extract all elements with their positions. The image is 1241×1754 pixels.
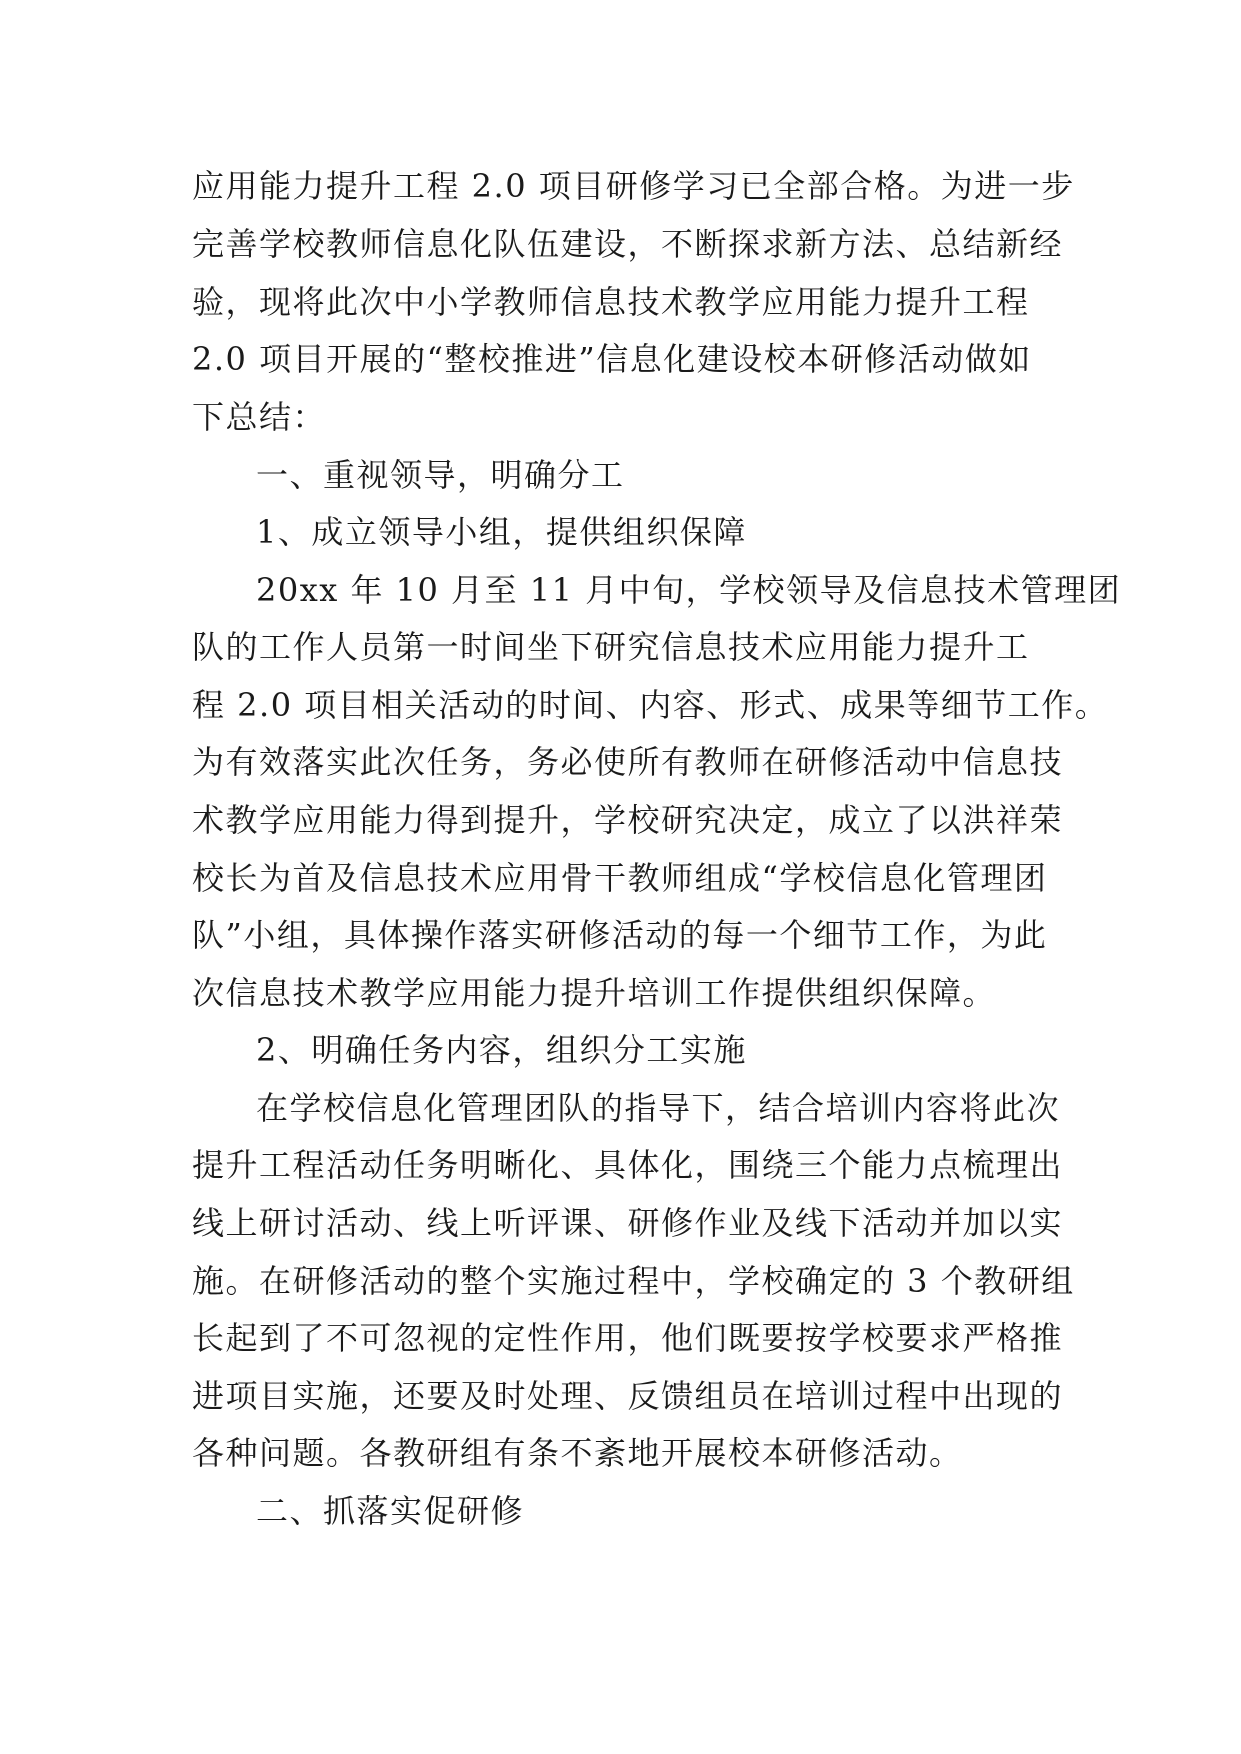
text-line: 完善学校教师信息化队伍建设，不断探求新方法、总结新经: [192, 225, 1064, 263]
text-line: 进项目实施，还要及时处理、反馈组员在培训过程中出现的: [192, 1377, 1064, 1415]
text-line: 施。在研修活动的整个实施过程中，学校确定的 3 个教研组: [192, 1262, 1075, 1300]
subsection-heading: 2、明确任务内容，组织分工实施: [256, 1031, 747, 1069]
text-line: 为有效落实此次任务，务必使所有教师在研修活动中信息技: [192, 743, 1064, 781]
section-heading: 二、抓落实促研修: [256, 1492, 525, 1530]
text-line: 长起到了不可忽视的定性作用，他们既要按学校要求严格推: [192, 1319, 1064, 1357]
text-line: 术教学应用能力得到提升，学校研究决定，成立了以洪祥荣: [192, 801, 1064, 839]
text-line: 2.0 项目开展的“整校推进”信息化建设校本研修活动做如: [192, 340, 1032, 378]
text-line: 次信息技术教学应用能力提升培训工作提供组织保障。: [192, 974, 997, 1012]
text-line: 下总结：: [192, 398, 327, 436]
section-heading: 一、重视领导，明确分工: [256, 456, 625, 494]
text-line: 应用能力提升工程 2.0 项目研修学习已全部合格。为进一步: [192, 167, 1075, 205]
text-line: 队”小组，具体操作落实研修活动的每一个细节工作，为此: [192, 916, 1048, 954]
text-line: 队的工作人员第一时间坐下研究信息技术应用能力提升工: [192, 628, 1030, 666]
text-line: 程 2.0 项目相关活动的时间、内容、形式、成果等细节工作。: [192, 686, 1109, 724]
subsection-heading: 1、成立领导小组，提供组织保障: [256, 513, 747, 551]
text-line: 校长为首及信息技术应用骨干教师组成“学校信息化管理团: [192, 859, 1048, 897]
text-line: 20xx 年 10 月至 11 月中旬，学校领导及信息技术管理团: [256, 571, 1122, 609]
text-line: 线上研讨活动、线上听评课、研修作业及线下活动并加以实: [192, 1204, 1064, 1242]
text-line: 提升工程活动任务明晰化、具体化，围绕三个能力点梳理出: [192, 1146, 1064, 1184]
text-line: 在学校信息化管理团队的指导下，结合培训内容将此次: [256, 1089, 1061, 1127]
text-line: 各种问题。各教研组有条不紊地开展校本研修活动。: [192, 1434, 963, 1472]
text-line: 验，现将此次中小学教师信息技术教学应用能力提升工程: [192, 283, 1030, 321]
